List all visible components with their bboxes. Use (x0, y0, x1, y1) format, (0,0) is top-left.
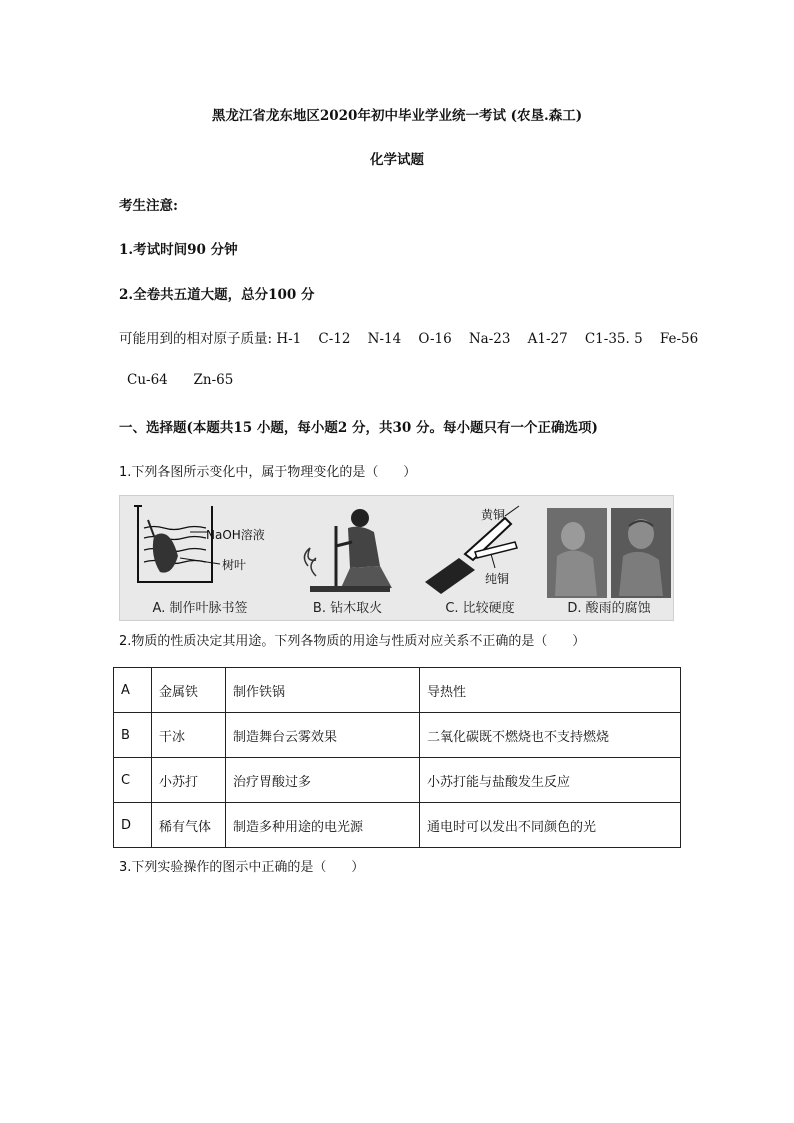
caption-b: B. 钻木取火 (312, 601, 383, 616)
usage-cell: 制造多种用途的电光源 (226, 803, 420, 848)
property-cell: 二氧化碳既不燃烧也不支持燃烧 (420, 713, 681, 758)
option-letter: C (114, 758, 152, 803)
question-1-figure (119, 495, 674, 621)
substance-cell: 金属铁 (152, 668, 226, 713)
question-2-table (113, 667, 681, 848)
notice-item-time: 1.考试时间90 分钟 (119, 242, 238, 258)
substance-cell: 小苏打 (152, 758, 226, 803)
table-row (114, 713, 681, 758)
label-brass: 黄铜 (481, 508, 506, 522)
option-letter: D (114, 803, 152, 848)
usage-cell: 制造舞台云雾效果 (226, 713, 420, 758)
caption-c: C. 比较硬度 (445, 601, 515, 616)
usage-cell: 制作铁锅 (226, 668, 420, 713)
panel-a (120, 496, 280, 620)
table-row (114, 803, 681, 848)
panel-b (280, 496, 415, 620)
section-heading: 一、选择题(本题共15 小题，每小题2 分，共30 分。每小题只有一个正确选项) (119, 420, 598, 436)
exam-subtitle: 化学试题 (370, 152, 424, 168)
option-letter: A (114, 668, 152, 713)
panel-c (415, 496, 545, 620)
caption-d: D. 酸雨的腐蚀 (567, 601, 651, 616)
table-row (114, 758, 681, 803)
panel-d (545, 496, 673, 620)
label-naoh: NaOH溶液 (206, 528, 265, 542)
property-cell: 通电时可以发出不同颜色的光 (420, 803, 681, 848)
property-cell: 导热性 (420, 668, 681, 713)
substance-cell: 稀有气体 (152, 803, 226, 848)
property-cell: 小苏打能与盐酸发生反应 (420, 758, 681, 803)
notice-item-score: 2.全卷共五道大题，总分100 分 (119, 287, 315, 303)
table-row (114, 668, 681, 713)
usage-cell: 治疗胃酸过多 (226, 758, 420, 803)
substance-cell: 干冰 (152, 713, 226, 758)
option-letter: B (114, 713, 152, 758)
notice-heading: 考生注意: (119, 198, 178, 214)
question-1-stem: 1.下列各图所示变化中，属于物理变化的是（ ） (119, 465, 417, 480)
label-leaf: 树叶 (222, 558, 247, 572)
question-2-stem: 2.物质的性质决定其用途。下列各物质的用途与性质对应关系不正确的是（ ） (119, 634, 586, 649)
exam-title: 黑龙江省龙东地区2020年初中毕业学业统一考试 (农垦.森工) (211, 108, 583, 124)
question-3-stem: 3.下列实验操作的图示中正确的是（ ） (119, 860, 365, 875)
atomic-mass-line-2: Cu-64 Zn-65 (127, 372, 234, 388)
label-copper: 纯铜 (485, 572, 510, 586)
caption-a: A. 制作叶脉书签 (152, 601, 248, 616)
atomic-mass-line: 可能用到的相对原子质量: H-1 C-12 N-14 O-16 Na-23 A1-27 C1-35. 5 Fe-56 (119, 331, 699, 347)
